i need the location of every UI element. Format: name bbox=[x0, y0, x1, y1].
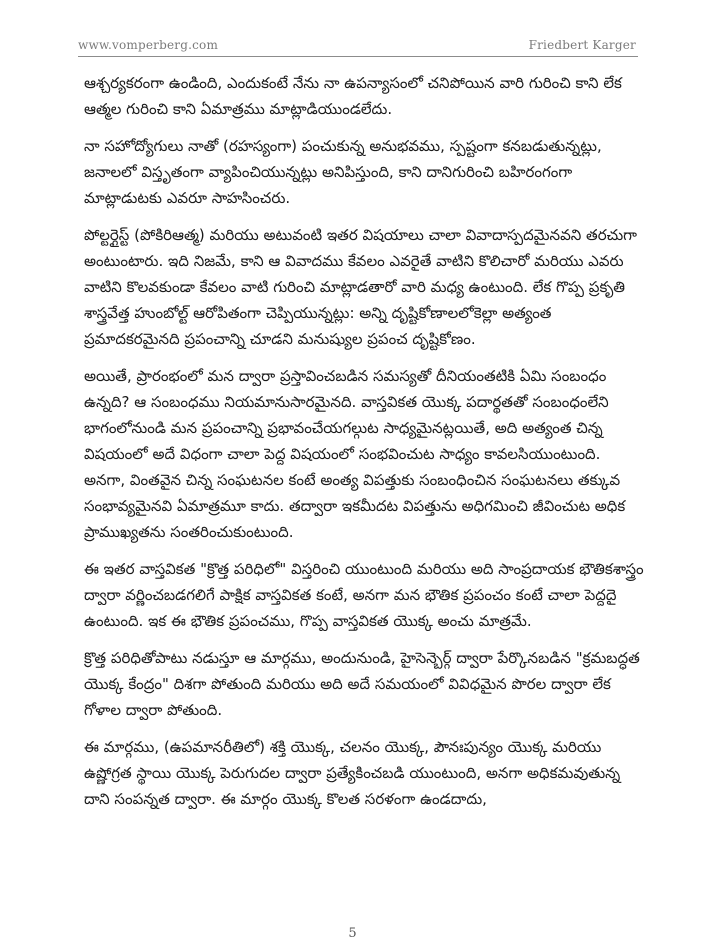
paragraph: ఆశ్చర్యకరంగా ఉండింది, ఎందుకంటే నేను నా ఉపన్యాసంలో చనిపోయిన వారి గురించి కాని లేక ఆత్మల గురించి కాని ఏమాత్రము మాట్లాడియుండలేదు. bbox=[84, 74, 622, 118]
paragraph: పోల్టర్గైస్ట్ (పోకిరిఆత్మ) మరియు అటువంటి ఇతర విషయాలు చాలా వివాదాస్పదమైనవని తరచుగా అంటుంటారు. ఇది నిజమే, కాని ఆ వివాదము కేవలం ఎవరైతే వాటిని కొలిచారో మరియు ఎవరు వాటిని కొలవకుండా కేవలం వాటి గురించి మాట్లాడతారో వారి మధ్య ఉంటుంది. లేక గొప్ప ప్రకృతి శాస్త్రవేత్త హుంబోల్ట్ ఆరోపితంగా చెప్పియున్నట్లు: అన్ని దృష్టికోణాలలోకెల్లా అత్యంత ప్రమాదకరమైనది ప్రపంచాన్ని చూడని మనుష్యుల ప్రపంచ దృష్టికోణం. bbox=[84, 226, 637, 348]
page-header bbox=[78, 38, 638, 57]
paragraph: క్రొత్త పరిధితోపాటు నడుస్తూ ఆ మార్గము, అందునుండి, హైసెన్బెర్గ్ ద్వారా పేర్కొనబడిన "క్రమబద్ధత యొక్క కేంద్రం" దిశగా పోతుంది మరియు అది అదే సమయంలో వివిధమైన పొరల ద్వారా లేక గోళాల ద్వారా పోతుంది. bbox=[84, 649, 640, 719]
paragraph: ఈ ఇతర వాస్తవికత "క్రొత్త పరిధిలో" విస్తరించి యుంటుంది మరియు అది సాంప్రదాయక భౌతికశాస్త్రం ద్వారా వర్ణించబడగలిగే పాక్షిక వాస్తవికత కంటే, అనగా మన భౌతిక ప్రపంచం కంటే చాలా పెద్దదై ఉంటుంది. ఇక ఈ భౌతిక ప్రపంచము, గొప్ప వాస్తవికత యొక్క అంచు మాత్రమే. bbox=[84, 560, 644, 630]
paragraph: నా సహోద్యోగులు నాతో (రహస్యంగా) పంచుకున్న అనుభవము, స్పష్టంగా కనబడుతున్నట్లు, జనాలలో విస్తృతంగా వ్యాపించియున్నట్లు అనిపిస్తుంది, కాని దానిగురించి బహిరంగంగా మాట్లాడుటకు ఎవరూ సాహసించరు. bbox=[84, 137, 602, 207]
document-body bbox=[84, 70, 644, 823]
website-url: www.vomperberg.com bbox=[78, 38, 219, 52]
paragraph: అయితే, ప్రారంభంలో మన ద్వారా ప్రస్తావించబడిన సమస్యతో దీనియంతటికి ఏమి సంబంధం ఉన్నది? ఆ సంబంధము నియమానుసారమైనది. వాస్తవికత యొక్క పదార్థతతో సంబంధంలేని భాగంలోనుండి మన ప్రపంచాన్ని ప్రభావంచేయగల్గుట సాధ్యమైనట్లయితే, అది అత్యంత చిన్న విషయంలో అదే విధంగా చాలా పెద్ద విషయంలో సంభవించుట సాధ్యం కావలసియుంటుంది. అనగా, వింతవైన చిన్న సంఘటనల కంటే అంత్య విపత్తుకు సంబంధించిన సంఘటనలు తక్కువ సంభావ్యమైనవి ఏమాత్రమూ కాదు. తద్వారా ఇకమీదట విపత్తును అధిగమించి జీవించుట అధిక ప్రాముఖ్యతను సంతరించుకుంటుంది. bbox=[84, 367, 626, 541]
paragraph: ఈ మార్గము, (ఉపమానరీతిలో) శక్తి యొక్క, చలనం యొక్క, పౌనఃపున్యం యొక్క మరియు ఉష్ణోగ్రత స్థాయి యొక్క పెరుగుదల ద్వారా ప్రత్యేకించబడి యుంటుంది, అనగా అధికమవుతున్న దాని సంపన్నత ద్వారా. ఈ మార్గం యొక్క కొలత సరళంగా ఉండదాదు, bbox=[84, 738, 621, 808]
page-number: 5 bbox=[348, 926, 357, 941]
author-name: Friedbert Karger bbox=[528, 38, 636, 52]
